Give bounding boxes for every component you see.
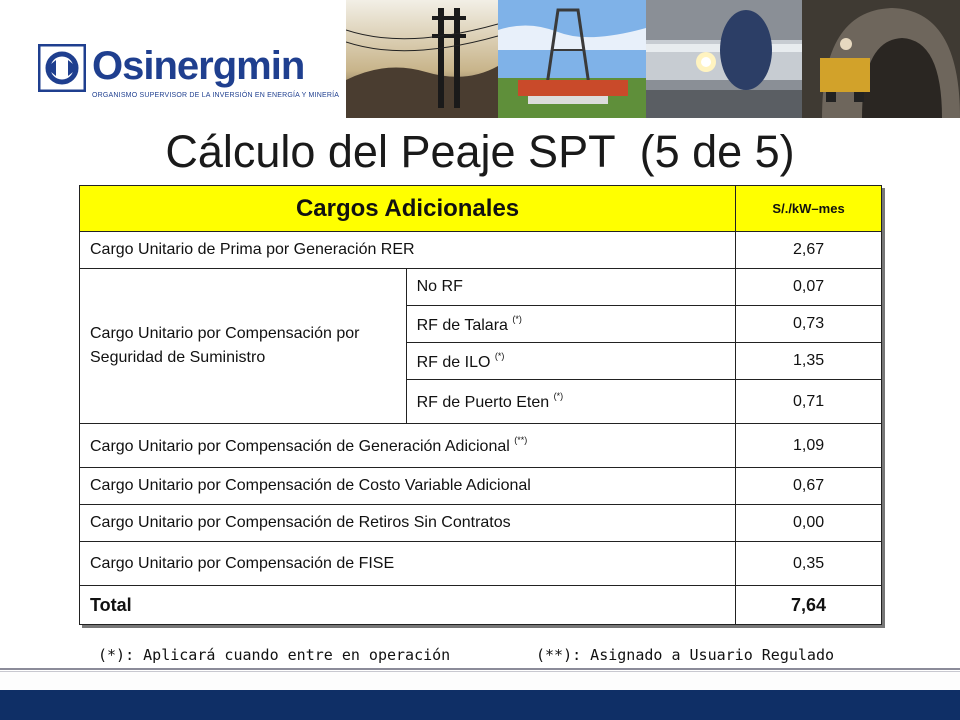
row-value: 0,07 <box>736 269 882 306</box>
logo-tagline: ORGANISMO SUPERVISOR DE LA INVERSIÓN EN ENERGÍA Y MINERÍA <box>92 92 340 99</box>
table-row <box>80 542 882 586</box>
footnote-marker: (*) <box>553 391 564 401</box>
row-label: Cargo Unitario por Compensación de Retiros Sin Contratos <box>80 505 736 542</box>
row-label: Cargo Unitario por Compensación de Generación Adicional (**) <box>80 424 736 468</box>
sub-row-label: RF de ILO (*) <box>406 343 736 380</box>
footer-strip <box>0 671 960 691</box>
sub-row-label: RF de Puerto Eten (*) <box>406 380 736 424</box>
row-value: 0,35 <box>736 542 882 586</box>
row-value: 0,67 <box>736 468 882 505</box>
table-header-unit: S/./kW–mes <box>736 186 882 232</box>
table-row <box>80 468 882 505</box>
row-value: 1,09 <box>736 424 882 468</box>
row-value: 2,67 <box>736 232 882 269</box>
page-title-main: Cálculo del Peaje SPT <box>165 126 616 177</box>
footnote-2: (**): Asignado a Usuario Regulado <box>536 646 835 664</box>
row-label-group: Cargo Unitario por Compensación por Seguridad de Suministro <box>80 269 407 424</box>
osinergmin-emblem-icon <box>38 44 86 92</box>
footer-bar <box>0 690 960 720</box>
cargos-adicionales-table <box>79 185 882 625</box>
table-row <box>80 269 882 306</box>
sub-row-label: RF de Talara (*) <box>406 306 736 343</box>
row-label: Cargo Unitario por Compensación de Costo Variable Adicional <box>80 468 736 505</box>
table-header-row <box>80 186 882 232</box>
table-header-title: Cargos Adicionales <box>80 186 736 232</box>
footer-divider <box>0 668 960 670</box>
row-label: Cargo Unitario por Compensación de FISE <box>80 542 736 586</box>
footnote-1: (*): Aplicará cuando entre en operación <box>98 646 451 664</box>
sub-row-label: No RF <box>406 269 736 306</box>
footnote-marker: (*) <box>512 313 522 324</box>
mine-tunnel-photo <box>802 0 960 118</box>
page-title-counter: (5 de 5) <box>639 126 795 177</box>
table-row <box>80 424 882 468</box>
pipeline-welding-photo <box>646 0 802 118</box>
row-value: 0,00 <box>736 505 882 542</box>
table-row <box>80 505 882 542</box>
row-value: 1,35 <box>736 343 882 380</box>
page-title <box>0 126 960 178</box>
table-row <box>80 232 882 269</box>
row-value: 0,71 <box>736 380 882 424</box>
total-value: 7,64 <box>736 586 882 625</box>
footnote-marker: (**) <box>514 435 528 445</box>
osinergmin-logo <box>38 40 338 106</box>
row-label: Cargo Unitario de Prima por Generación RER <box>80 232 736 269</box>
footnote-marker: (*) <box>494 350 505 361</box>
footnotes <box>98 646 878 664</box>
row-value: 0,73 <box>736 306 882 343</box>
logo-wordmark: Osinergmin <box>92 44 305 88</box>
drilling-rig-photo <box>498 0 646 118</box>
table-total-row <box>80 586 882 625</box>
power-lines-photo <box>346 0 498 118</box>
total-label: Total <box>80 586 736 625</box>
header-photo-strip <box>346 0 960 118</box>
